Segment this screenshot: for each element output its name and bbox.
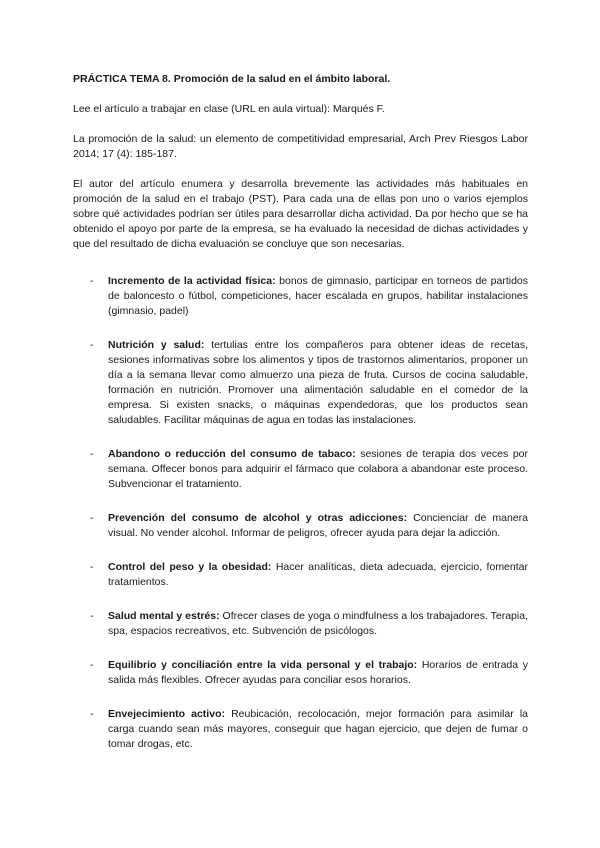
- list-bullet: -: [90, 339, 94, 351]
- list-item: [73, 609, 528, 639]
- list-item: [73, 447, 528, 492]
- list-bullet: -: [90, 610, 94, 622]
- list-bullet: -: [90, 448, 94, 460]
- item-text: bonos de gimnasio, participar en torneos de partidos de baloncesto o fútbol, competiciones, hacer escalada en grupos, habilitar instalaciones (gimnasio, padel): [108, 275, 529, 317]
- item-text: sesiones de terapia dos veces por semana. Offecer bonos para adquirir el fármaco que colabora a abandonar este proceso. Subvencionar el tratamiento.: [108, 448, 529, 490]
- list-item: [73, 511, 528, 541]
- list-item: [73, 560, 528, 590]
- list-item: [73, 658, 528, 688]
- item-text: tertulias entre los compañeros para obtener ideas de recetas, sesiones informativas sobre los alimentos y tipos de trastornos alimentarios, proponer un día a la semana llevar como almuerzo una pieza de fruta. Cursos de cocina saludable, formación en nutrición. Promover una alimentación saludable en el comedor de la empresa. Si existen snacks, o máquinas expendedoras, que los productos sean saludables. Facilitar máquinas de agua en todas las instalaciones.: [108, 339, 528, 426]
- list-bullet: -: [90, 275, 94, 287]
- activity-list: [73, 274, 528, 752]
- document-title: PRÁCTICA TEMA 8. Promoción de la salud en el ámbito laboral.: [73, 73, 391, 85]
- item-text: Ofrecer clases de yoga o mindfulness a los trabajadores. Terapia, spa, espacios recreativos, etc. Subvención de psicólogos.: [108, 610, 528, 637]
- list-item: [73, 707, 528, 752]
- item-title: Envejecimiento activo:: [108, 708, 225, 720]
- item-text: Reubicación, recolocación, mejor formación para asimilar la carga cuando sean más mayores, conseguir que hagan ejercicio, que dejen de fumar o tomar drogas, etc.: [108, 708, 528, 750]
- description-paragraph: El autor del artículo enumera y desarrolla brevemente las actividades más habituales en promoción de la salud en el trabajo (PST). Para cada una de ellas pon uno o varios ejemplos sobre qué actividades podrían ser útiles para desarrollar dicha actividad. Da por hecho que se ha obtenido el apoyo por parte de la empresa, se ha evaluado la necesidad de dichas actividades y que del resultado de dicha evaluación se concluye que son necesarias.: [73, 178, 528, 250]
- item-title: Prevención del consumo de alcohol y otras adicciones:: [108, 512, 408, 524]
- item-text: Hacer analíticas, dieta adecuada, ejercicio, fomentar tratamientos.: [108, 561, 528, 588]
- item-title: Abandono o reducción del consumo de tabaco:: [108, 448, 356, 460]
- list-bullet: -: [90, 512, 94, 524]
- list-bullet: -: [90, 659, 94, 671]
- list-item: [73, 338, 528, 428]
- item-text: Horarios de entrada y salida más flexibles. Ofrecer ayudas para conciliar esos horarios.: [108, 659, 529, 686]
- item-title: Salud mental y estrés:: [108, 610, 220, 622]
- item-title: Equilibrio y conciliación entre la vida personal y el trabajo:: [108, 659, 418, 671]
- list-item: [73, 274, 528, 319]
- reference-paragraph: La promoción de la salud: un elemento de competitividad empresarial, Arch Prev Riesgos Labor 2014; 17 (4): 185-187.: [73, 133, 528, 160]
- list-bullet: -: [90, 708, 94, 720]
- item-title: Control del peso y la obesidad:: [108, 561, 272, 573]
- list-bullet: -: [90, 561, 94, 573]
- item-text: Concienciar de manera visual. No vender alcohol. Informar de peligros, ofrecer ayuda para dejar la adicción.: [108, 512, 528, 539]
- item-title: Incremento de la actividad física:: [108, 275, 276, 287]
- item-title: Nutrición y salud:: [108, 339, 205, 351]
- intro-paragraph: Lee el artículo a trabajar en clase (URL en aula virtual): Marqués F.: [73, 103, 385, 115]
